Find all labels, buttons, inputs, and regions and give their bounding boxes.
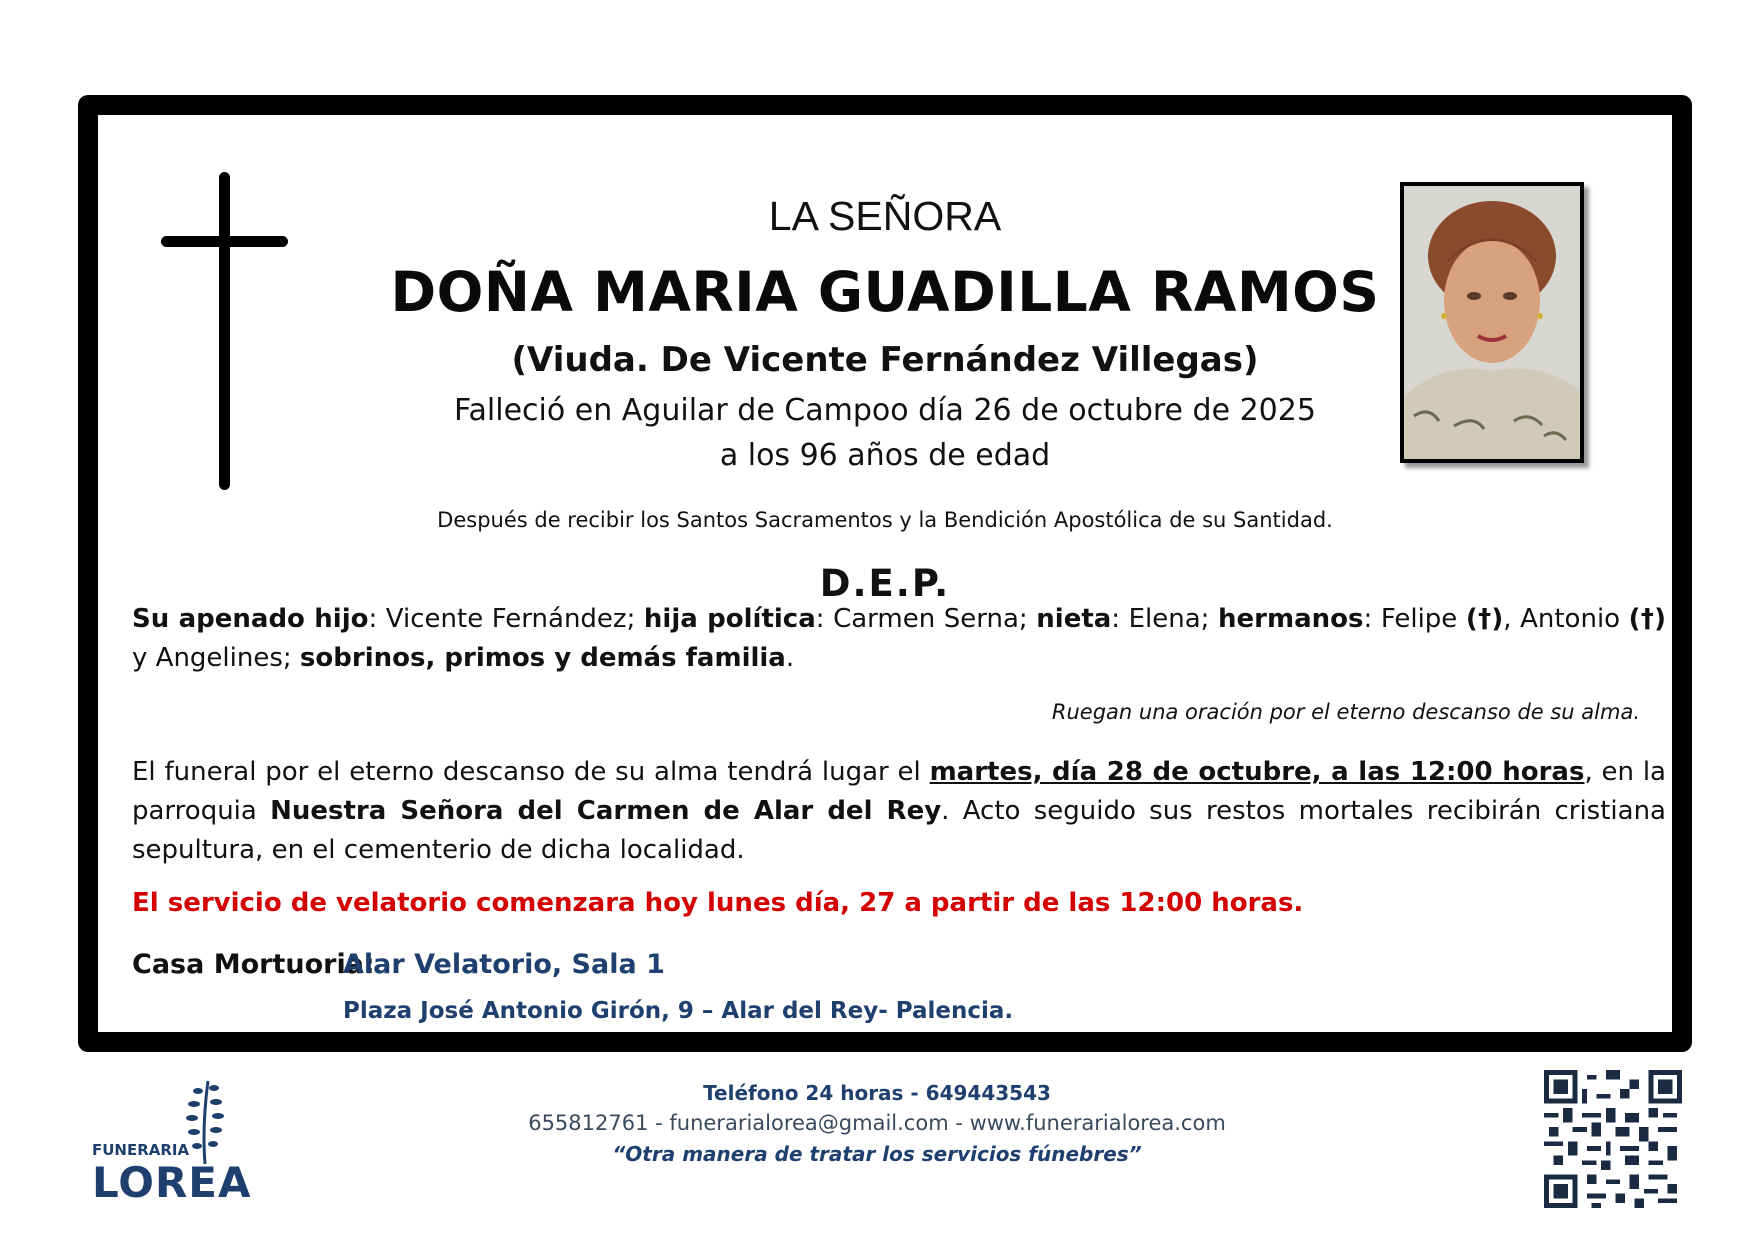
family-label-relatives: sobrinos, primos y demás familia: [299, 643, 786, 673]
family-label-daughter-in-law: hija política: [643, 604, 816, 634]
widow-line: (Viuda. De Vicente Fernández Villegas): [511, 340, 1259, 380]
mortuary-address: Plaza José Antonio Girón, 9 – Alar del Rey- Palencia.: [343, 998, 1014, 1024]
funeral-text: , en la parroquia: [132, 757, 1666, 826]
family-text: : Carmen Serna;: [815, 604, 1037, 634]
dagger-mark: (†): [1465, 604, 1504, 634]
prayer-line: Ruegan una oración por el eterno descanso de su alma.: [1051, 700, 1640, 724]
deceased-name: DOÑA MARIA GUADILLA RAMOS: [390, 260, 1380, 324]
obituary-frame: [78, 95, 1692, 1052]
funeral-text: . Acto seguido sus restos mortales recibirán cristiana sepultura, en el cementerio de dicha localidad.: [132, 796, 1666, 865]
footer-slogan: “Otra manera de tratar los servicios fúnebres”: [612, 1142, 1142, 1166]
age-line: a los 96 años de edad: [719, 438, 1051, 473]
family-label-granddaughter: nieta: [1036, 604, 1112, 634]
title-la-senora: LA SEÑORA: [768, 193, 1002, 239]
footer-phone: Teléfono 24 horas - 649443543: [703, 1081, 1051, 1105]
wake-notice: El servicio de velatorio comenzara hoy lunes día, 27 a partir de las 12:00 horas.: [132, 888, 1304, 918]
family-text: .: [785, 643, 795, 673]
qr-code: [1544, 1070, 1682, 1208]
family-text: : Elena;: [1111, 604, 1219, 634]
sacraments-line: Después de recibir los Santos Sacramentos y la Bendición Apostólica de su Santidad.: [437, 508, 1333, 532]
funeral-church: Nuestra Señora del Carmen de Alar del Rey: [270, 796, 942, 826]
logo-lorea: LOREA: [92, 1158, 252, 1207]
funeral-datetime: martes, día 28 de octubre, a las 12:00 horas: [929, 757, 1585, 787]
family-label-son: Su apenado hijo: [132, 604, 369, 634]
mortuary-value: Alar Velatorio, Sala 1: [343, 949, 665, 980]
family-label-siblings: hermanos: [1218, 604, 1364, 634]
family-text: , Antonio: [1503, 604, 1629, 634]
family-text: : Vicente Fernández;: [368, 604, 644, 634]
death-line: Falleció en Aguilar de Campoo día 26 de octubre de 2025: [454, 393, 1316, 428]
mortuary-label: Casa Mortuoria:: [132, 949, 375, 980]
funeral-paragraph: [132, 753, 1666, 870]
deceased-photo: [1400, 182, 1584, 463]
family-text: : Felipe: [1363, 604, 1466, 634]
dagger-mark: (†): [1628, 604, 1667, 634]
dep-line: D.E.P.: [819, 562, 951, 605]
logo-funeraria: FUNERARIA: [92, 1141, 190, 1159]
family-text: y Angelines;: [132, 643, 300, 673]
footer-contact: 655812761 - funerarialorea@gmail.com - www.funerarialorea.com: [528, 1111, 1226, 1135]
funeral-text: El funeral por el eterno descanso de su alma tendrá lugar el: [132, 757, 930, 787]
family-paragraph: [132, 600, 1666, 678]
